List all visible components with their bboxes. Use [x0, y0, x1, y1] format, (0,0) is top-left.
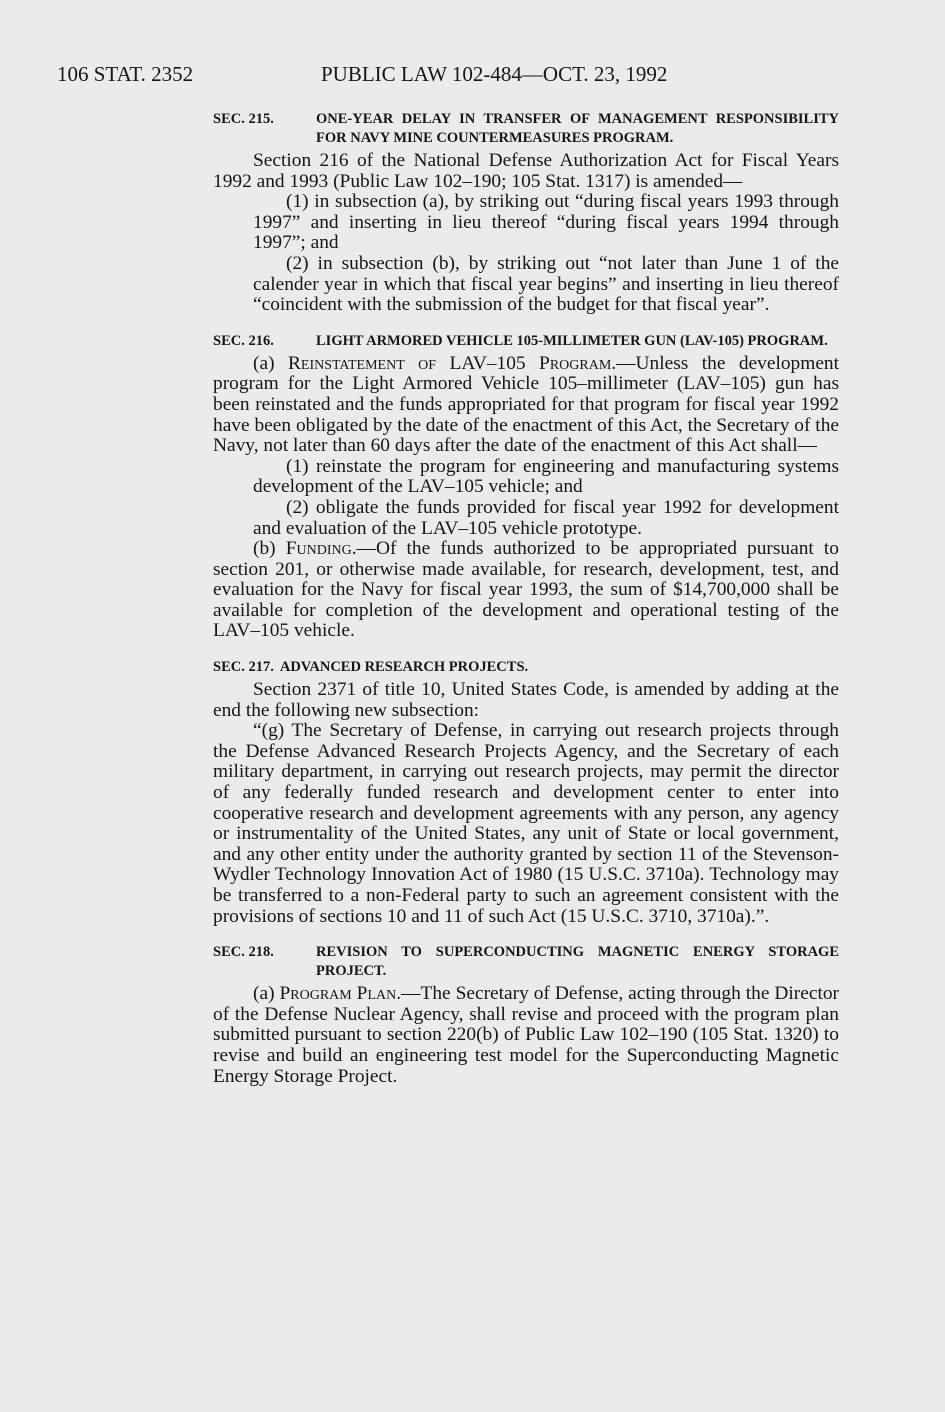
section-216-title: LIGHT ARMORED VEHICLE 105-MILLIMETER GUN (LAV-105) PROGRAM.: [316, 332, 828, 349]
section-217-intro: Section 2371 of title 10, United States Code, is amended by adding at the end the following new subsection:: [213, 679, 839, 721]
section-215-paragraph-1: (1) in subsection (a), by striking out “during fiscal years 1993 through 1997” and inserting in lieu thereof “during fiscal years 1994 through 1997”; and: [253, 191, 839, 254]
section-216-paragraph-2: (2) obligate the funds provided for fiscal year 1992 for development and evaluation of the LAV–105 vehicle prototype.: [253, 496, 839, 539]
subsection-a-caption: Program Plan: [279, 983, 397, 1005]
section-216-subsection-b: (b) Funding.—Of the funds authorized to be appropriated pursuant to section 201, or otherwise made available, for research, development, test, and evaluation for the Navy for fiscal year 1993, the sum of $14,700,000 shall be available for completion of the development and operational testing of the LAV–105 vehicle.: [213, 538, 839, 642]
section-216-heading: [213, 332, 839, 351]
section-217-title: ADVANCED RESEARCH PROJECTS.: [279, 659, 529, 676]
document-body: [213, 110, 839, 1087]
section-217-number: SEC. 217.: [213, 659, 274, 676]
section-217-subsection-g: “(g) The Secretary of Defense, in carrying out research projects through the Defense Advanced Research Projects Agency, and the Secretary of each military department, in carrying out research projects, may permit the director of any federally funded research and development center to enter into cooperative research and development agreements with any person, any agency or instrumentality of the United States, any unit of State or local government, and any other entity under the authority granted by section 11 of the Stevenson-Wydler Technology Innovation Act of 1980 (15 U.S.C. 3710a). Technology may be transferred to a non-Federal party to such an agreement consistent with the provisions of sections 10 and 11 of such Act (15 U.S.C. 3710, 3710a).”.: [213, 720, 839, 927]
subsection-a-caption: Reinstatement of LAV–105 Program: [287, 352, 612, 374]
section-215-number: SEC. 215.: [213, 111, 274, 127]
stat-page-number: 106 STAT. 2352: [57, 62, 194, 86]
section-217-heading: [213, 658, 839, 677]
section-215-intro: Section 216 of the National Defense Authorization Act for Fiscal Years 1992 and 1993 (Public Law 102–190; 105 Stat. 1317) is amended—: [213, 150, 839, 192]
public-law-citation: PUBLIC LAW 102-484—OCT. 23, 1992: [321, 62, 668, 86]
running-header: [57, 62, 757, 87]
section-218-title: REVISION TO SUPERCONDUCTING MAGNETIC ENERGY STORAGE PROJECT.: [316, 944, 839, 980]
section-216-subsection-a: (a) Reinstatement of LAV–105 Program.—Unless the development program for the Light Armored Vehicle 105–millimeter (LAV–105) gun has been reinstated and the funds appropriated for that program for fiscal year 1992 have been obligated by the date of the enactment of this Act, the Secretary of the Navy, not later than 60 days after the date of the enactment of this Act shall—: [213, 352, 840, 457]
section-215-title: ONE-YEAR DELAY IN TRANSFER OF MANAGEMENT RESPONSIBILITY FOR NAVY MINE COUNTERMEASURES PROGRAM.: [316, 111, 839, 146]
section-218-heading: [213, 943, 839, 981]
section-216-number: SEC. 216.: [213, 332, 274, 349]
section-215-paragraph-2: (2) in subsection (b), by striking out “not later than June 1 of the calender year in which that fiscal year begins” and inserting in lieu thereof “coincident with the submission of the budget for that fiscal year”.: [253, 252, 839, 316]
section-216-paragraph-1: (1) reinstate the program for engineering and manufacturing systems development of the LAV–105 vehicle; and: [253, 455, 839, 498]
subsection-b-caption: Funding: [285, 538, 352, 560]
section-218-number: SEC. 218.: [213, 944, 274, 961]
section-218-subsection-a: (a) Program Plan.—The Secretary of Defense, acting through the Director of the Defense Nuclear Agency, shall revise and proceed with the program plan submitted pursuant to section 220(b) of Public Law 102–190 (105 Stat. 1320) to revise and build an engineering test model for the Superconducting Magnetic Energy Storage Project.: [213, 983, 839, 1087]
section-215-heading: [213, 110, 839, 148]
